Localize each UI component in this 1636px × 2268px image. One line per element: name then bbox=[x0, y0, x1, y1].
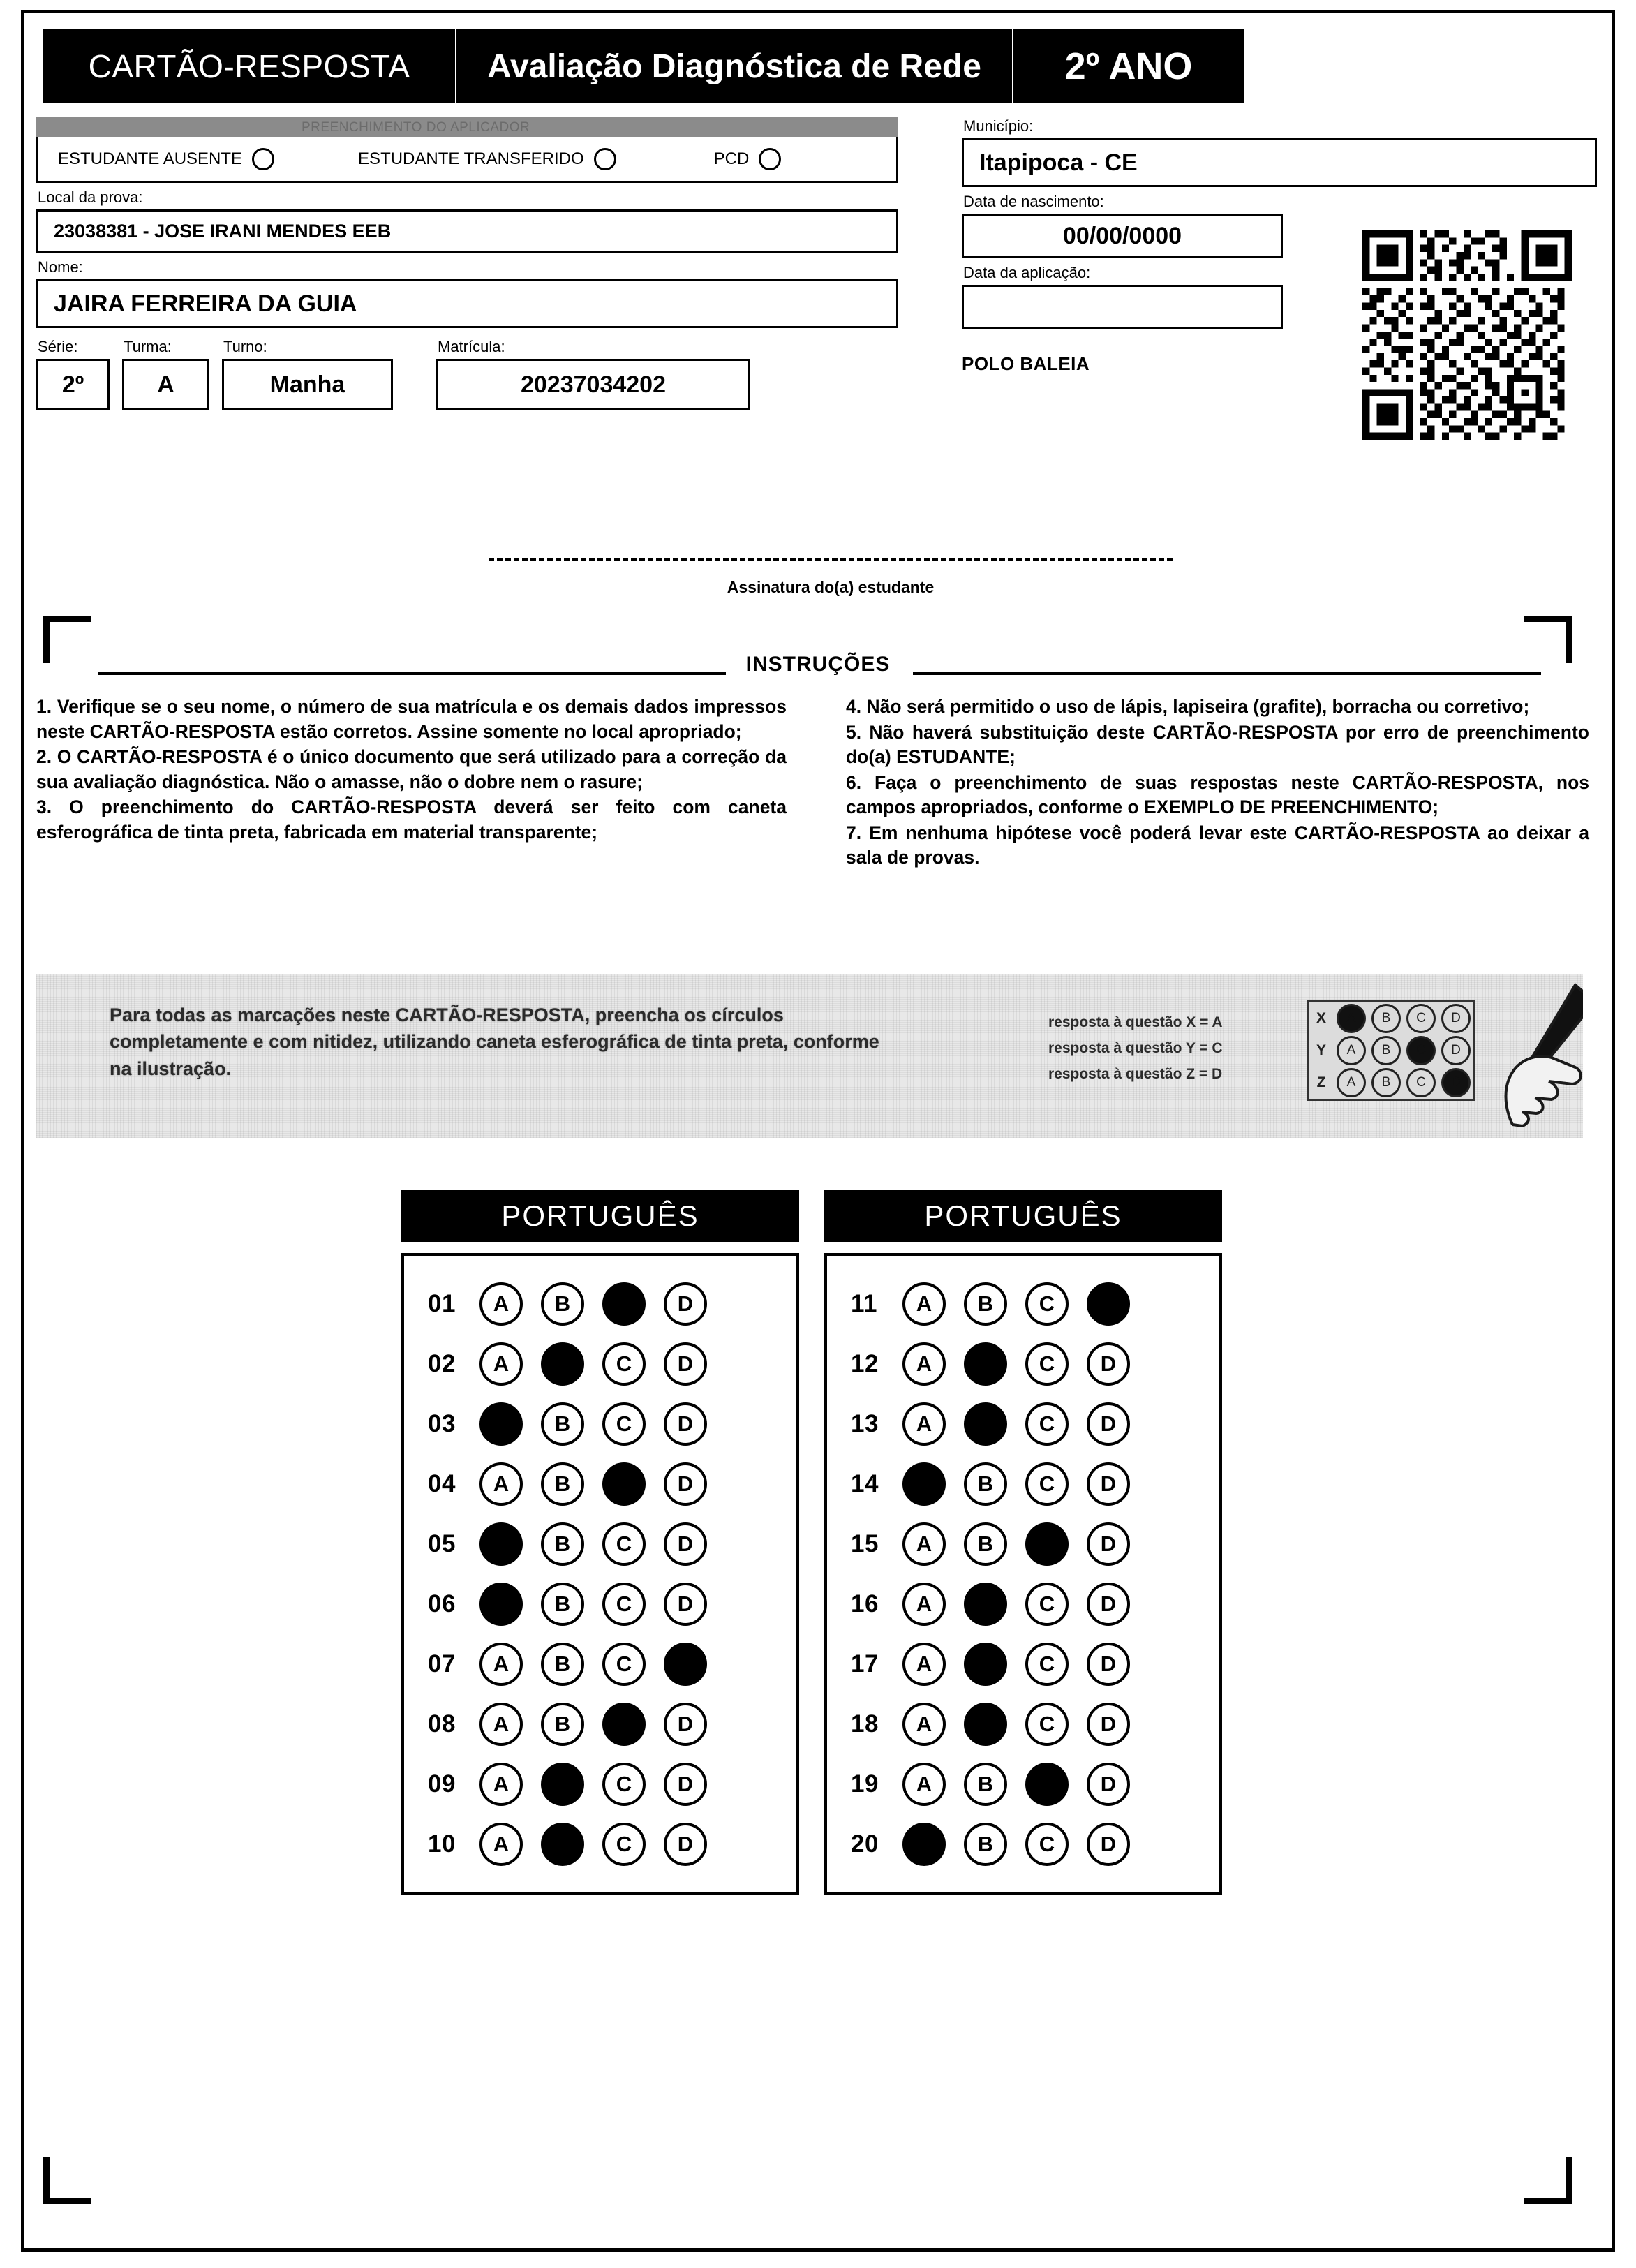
answer-row-number: 03 bbox=[428, 1410, 456, 1437]
answer-bubble-11-D[interactable]: D bbox=[1087, 1282, 1130, 1326]
answer-row bbox=[404, 1394, 796, 1454]
answer-bubble-20-A[interactable]: A bbox=[902, 1823, 946, 1866]
status-ausente[interactable] bbox=[58, 148, 274, 170]
answer-columns bbox=[401, 1190, 1222, 1895]
example-bubble-X-B: B bbox=[1371, 1004, 1401, 1033]
matricula-label: Matrícula: bbox=[438, 338, 505, 355]
answer-bubble-04-C[interactable]: C bbox=[602, 1462, 646, 1506]
answer-bubble-17-B[interactable]: B bbox=[964, 1643, 1007, 1686]
answer-row bbox=[404, 1754, 796, 1814]
header-avaliacao: Avaliação Diagnóstica de Rede bbox=[456, 29, 1012, 103]
student-info-block bbox=[36, 117, 937, 410]
aplicacao-label: Data da aplicação: bbox=[963, 264, 1091, 281]
answer-bubble-03-A[interactable]: A bbox=[479, 1402, 523, 1446]
instruction-item: 1. Verifique se o seu nome, o número de sua matrícula e os demais dados impressos neste CARTÃO-RESPOSTA estão corretos. Assine somente no local apropriado; bbox=[36, 696, 787, 742]
answer-bubble-12-C[interactable]: C bbox=[1025, 1342, 1069, 1386]
applicator-strip-text: PREENCHIMENTO DO APLICADOR bbox=[302, 120, 530, 135]
answer-bubble-16-D[interactable]: D bbox=[1087, 1583, 1130, 1626]
answer-row-number: 04 bbox=[428, 1470, 456, 1497]
answer-row bbox=[404, 1514, 796, 1574]
matricula-field bbox=[436, 332, 750, 410]
answer-bubble-04-A[interactable]: A bbox=[479, 1462, 523, 1506]
status-transferido-label: ESTUDANTE TRANSFERIDO bbox=[358, 149, 584, 168]
polo-value: POLO BALEIA bbox=[962, 353, 1090, 374]
class-info-row bbox=[36, 332, 937, 410]
qr-code-image bbox=[1362, 230, 1572, 440]
answer-bubble-03-C[interactable]: C bbox=[602, 1402, 646, 1446]
answer-bubble-08-B[interactable]: B bbox=[541, 1703, 584, 1746]
answer-bubble-01-A[interactable]: A bbox=[479, 1282, 523, 1326]
answer-bubble-04-B[interactable]: B bbox=[541, 1462, 584, 1506]
answer-row-number: 16 bbox=[851, 1590, 879, 1617]
header bbox=[43, 29, 1244, 103]
instructions-rule-left bbox=[98, 672, 726, 675]
answer-row-number: 14 bbox=[851, 1470, 879, 1497]
answer-row-number: 10 bbox=[428, 1830, 456, 1858]
answer-bubble-13-C[interactable]: C bbox=[1025, 1402, 1069, 1446]
answer-row-number: 02 bbox=[428, 1350, 456, 1377]
turno-value: Manha bbox=[222, 359, 393, 410]
answer-bubble-13-A[interactable]: A bbox=[902, 1402, 946, 1446]
answer-bubble-14-A[interactable]: A bbox=[902, 1462, 946, 1506]
answer-row bbox=[404, 1694, 796, 1754]
answer-row bbox=[404, 1634, 796, 1694]
signature-line bbox=[489, 558, 1173, 561]
example-bubble-Z-C: C bbox=[1406, 1068, 1436, 1097]
answer-row bbox=[827, 1694, 1219, 1754]
registration-mark-bottom-right bbox=[1524, 2157, 1572, 2204]
answer-bubble-11-B[interactable]: B bbox=[964, 1282, 1007, 1326]
answer-bubble-01-B[interactable]: B bbox=[541, 1282, 584, 1326]
answer-row bbox=[827, 1334, 1219, 1394]
answer-bubble-20-C[interactable]: C bbox=[1025, 1823, 1069, 1866]
instructions-column-right bbox=[846, 695, 1589, 871]
answer-bubble-16-C[interactable]: C bbox=[1025, 1583, 1069, 1626]
instructions-rule-right bbox=[913, 672, 1541, 675]
serie-label: Série: bbox=[38, 338, 78, 355]
answer-bubble-18-D[interactable]: D bbox=[1087, 1703, 1130, 1746]
instruction-item: 6. Faça o preenchimento de suas respostas neste CARTÃO-RESPOSTA, nos campos apropriados, conforme o EXEMPLO DE PREENCHIMENTO; bbox=[846, 771, 1589, 817]
example-bubble-Y-B: B bbox=[1371, 1036, 1401, 1065]
instruction-item: 4. Não será permitido o uso de lápis, lapiseira (grafite), borracha ou corretivo; bbox=[846, 696, 1530, 717]
example-bubble-Y-C: C bbox=[1406, 1036, 1436, 1065]
turma-label: Turma: bbox=[124, 338, 172, 355]
answer-row bbox=[827, 1454, 1219, 1514]
answer-bubble-07-A[interactable]: A bbox=[479, 1643, 523, 1686]
registration-mark-bottom-left bbox=[43, 2157, 91, 2204]
answer-bubble-14-B[interactable]: B bbox=[964, 1462, 1007, 1506]
header-ano: 2º ANO bbox=[1013, 29, 1244, 103]
answer-bubble-10-A[interactable]: A bbox=[479, 1823, 523, 1866]
answer-bubble-19-C[interactable]: C bbox=[1025, 1763, 1069, 1806]
answer-bubble-05-D[interactable]: D bbox=[664, 1522, 707, 1566]
applicator-status-box bbox=[36, 137, 898, 183]
serie-value: 2º bbox=[36, 359, 110, 410]
answer-row-number: 12 bbox=[851, 1350, 879, 1377]
answer-bubble-11-C[interactable]: C bbox=[1025, 1282, 1069, 1326]
answer-row-number: 09 bbox=[428, 1770, 456, 1798]
answer-bubble-19-A[interactable]: A bbox=[902, 1763, 946, 1806]
turno-field bbox=[222, 332, 393, 410]
example-grid-row bbox=[1309, 1035, 1473, 1067]
nome-value: JAIRA FERREIRA DA GUIA bbox=[36, 279, 898, 328]
answer-row bbox=[827, 1754, 1219, 1814]
matricula-value: 20237034202 bbox=[436, 359, 750, 410]
answer-bubble-15-B[interactable]: B bbox=[964, 1522, 1007, 1566]
local-value: 23038381 - JOSE IRANI MENDES EEB bbox=[36, 209, 898, 253]
answer-bubble-16-B[interactable]: B bbox=[964, 1583, 1007, 1626]
status-pcd-bubble[interactable] bbox=[759, 148, 781, 170]
answer-bubble-14-C[interactable]: C bbox=[1025, 1462, 1069, 1506]
qr-code bbox=[1362, 230, 1572, 440]
example-bubble-Y-A: A bbox=[1337, 1036, 1366, 1065]
answer-bubble-02-D[interactable]: D bbox=[664, 1342, 707, 1386]
answer-row bbox=[827, 1574, 1219, 1634]
answer-bubble-16-A[interactable]: A bbox=[902, 1583, 946, 1626]
answer-column-1-title: PORTUGUÊS bbox=[401, 1190, 799, 1242]
instructions-title: INSTRUÇÕES bbox=[745, 653, 891, 676]
example-bubble-Z-D: D bbox=[1441, 1068, 1471, 1097]
answer-row-number: 17 bbox=[851, 1650, 879, 1677]
answer-bubble-17-A[interactable]: A bbox=[902, 1643, 946, 1686]
legend-item: resposta à questão X = A bbox=[1048, 1014, 1223, 1030]
answer-row-number: 20 bbox=[851, 1830, 879, 1858]
answer-bubble-09-A[interactable]: A bbox=[479, 1763, 523, 1806]
answer-bubble-12-D[interactable]: D bbox=[1087, 1342, 1130, 1386]
answer-bubble-03-D[interactable]: D bbox=[664, 1402, 707, 1446]
status-transferido-bubble[interactable] bbox=[594, 148, 616, 170]
answer-row bbox=[404, 1574, 796, 1634]
example-grid-row bbox=[1309, 1067, 1473, 1099]
status-ausente-bubble[interactable] bbox=[252, 148, 274, 170]
answer-bubble-19-D[interactable]: D bbox=[1087, 1763, 1130, 1806]
answer-bubble-11-A[interactable]: A bbox=[902, 1282, 946, 1326]
answer-bubble-17-D[interactable]: D bbox=[1087, 1643, 1130, 1686]
answer-bubble-05-A[interactable]: A bbox=[479, 1522, 523, 1566]
answer-bubble-09-D[interactable]: D bbox=[664, 1763, 707, 1806]
answer-bubble-05-C[interactable]: C bbox=[602, 1522, 646, 1566]
legend-item: resposta à questão Z = D bbox=[1048, 1065, 1223, 1082]
answer-bubble-10-D[interactable]: D bbox=[664, 1823, 707, 1866]
exam-info-block bbox=[962, 112, 1339, 375]
signature-label: Assinatura do(a) estudante bbox=[727, 578, 935, 596]
answer-row bbox=[404, 1274, 796, 1334]
answer-bubble-09-C[interactable]: C bbox=[602, 1763, 646, 1806]
answer-column-2-box bbox=[824, 1253, 1222, 1895]
filling-example-text: Para todas as marcações neste CARTÃO-RESPOSTA, preencha os círculos completamente e com nitidez, utilizando caneta esferográfica de tinta preta, conforme na ilustração. bbox=[110, 1005, 879, 1079]
example-bubble-X-D: D bbox=[1441, 1004, 1471, 1033]
filling-example-legend bbox=[1048, 1010, 1223, 1087]
example-grid-row-label: Y bbox=[1316, 1042, 1326, 1058]
answer-bubble-01-C[interactable]: C bbox=[602, 1282, 646, 1326]
instruction-item: 3. O preenchimento do CARTÃO-RESPOSTA deverá ser feito com caneta esferográfica de tinta preta, fabricada em material transparente; bbox=[36, 796, 787, 843]
answer-bubble-02-A[interactable]: A bbox=[479, 1342, 523, 1386]
aplicacao-value bbox=[962, 285, 1283, 329]
serie-field bbox=[36, 332, 110, 410]
turno-label: Turno: bbox=[223, 338, 267, 355]
answer-row-number: 01 bbox=[428, 1290, 456, 1317]
municipio-value: Itapipoca - CE bbox=[962, 138, 1597, 187]
answer-row bbox=[827, 1394, 1219, 1454]
answer-bubble-08-C[interactable]: C bbox=[602, 1703, 646, 1746]
answer-bubble-06-C[interactable]: C bbox=[602, 1583, 646, 1626]
answer-bubble-15-C[interactable]: C bbox=[1025, 1522, 1069, 1566]
instruction-item: 5. Não haverá substituição deste CARTÃO-RESPOSTA por erro de preenchimento do(a) ESTUDANTE; bbox=[846, 721, 1589, 767]
hand-with-pen-icon bbox=[1471, 981, 1583, 1134]
example-bubble-Y-D: D bbox=[1441, 1036, 1471, 1065]
example-grid-row-label: Z bbox=[1316, 1074, 1326, 1090]
answer-row bbox=[827, 1274, 1219, 1334]
answer-row-number: 11 bbox=[851, 1290, 877, 1317]
turma-value: A bbox=[122, 359, 209, 410]
answer-bubble-15-D[interactable]: D bbox=[1087, 1522, 1130, 1566]
answer-bubble-06-A[interactable]: A bbox=[479, 1583, 523, 1626]
answer-bubble-10-B[interactable]: B bbox=[541, 1823, 584, 1866]
status-pcd[interactable] bbox=[714, 148, 782, 170]
answer-bubble-02-B[interactable]: B bbox=[541, 1342, 584, 1386]
municipio-label: Município: bbox=[963, 117, 1034, 135]
filling-example-block bbox=[36, 974, 1583, 1138]
answer-bubble-20-B[interactable]: B bbox=[964, 1823, 1007, 1866]
header-cartao-resposta: CARTÃO-RESPOSTA bbox=[43, 29, 455, 103]
instructions-column-left bbox=[36, 695, 787, 845]
answer-bubble-07-D[interactable]: D bbox=[664, 1643, 707, 1686]
answer-bubble-17-C[interactable]: C bbox=[1025, 1643, 1069, 1686]
instruction-item: 2. O CARTÃO-RESPOSTA é o único documento que será utilizado para a correção da sua avaliação diagnóstica. Não o amasse, não o dobre nem o rasure; bbox=[36, 746, 787, 792]
example-bubble-Z-B: B bbox=[1371, 1068, 1401, 1097]
answer-bubble-12-A[interactable]: A bbox=[902, 1342, 946, 1386]
example-grid-row-label: X bbox=[1316, 1010, 1326, 1026]
applicator-strip bbox=[36, 117, 898, 137]
answer-column-1 bbox=[401, 1190, 799, 1895]
answer-bubble-12-B[interactable]: B bbox=[964, 1342, 1007, 1386]
answer-row-number: 15 bbox=[851, 1530, 879, 1557]
answer-bubble-18-B[interactable]: B bbox=[964, 1703, 1007, 1746]
answer-column-2 bbox=[824, 1190, 1222, 1895]
answer-bubble-07-C[interactable]: C bbox=[602, 1643, 646, 1686]
example-bubble-Z-A: A bbox=[1337, 1068, 1366, 1097]
status-pcd-label: PCD bbox=[713, 149, 750, 168]
answer-bubble-18-A[interactable]: A bbox=[902, 1703, 946, 1746]
answer-row bbox=[404, 1814, 796, 1874]
answer-bubble-04-D[interactable]: D bbox=[664, 1462, 707, 1506]
example-bubble-X-C: C bbox=[1406, 1004, 1436, 1033]
answer-row bbox=[827, 1514, 1219, 1574]
answer-row-number: 19 bbox=[851, 1770, 879, 1798]
answer-bubble-07-B[interactable]: B bbox=[541, 1643, 584, 1686]
answer-row bbox=[404, 1454, 796, 1514]
nascimento-value: 00/00/0000 bbox=[962, 214, 1283, 258]
answer-row bbox=[827, 1814, 1219, 1874]
answer-bubble-20-D[interactable]: D bbox=[1087, 1823, 1130, 1866]
answer-row-number: 13 bbox=[851, 1410, 879, 1437]
answer-bubble-10-C[interactable]: C bbox=[602, 1823, 646, 1866]
answer-bubble-15-A[interactable]: A bbox=[902, 1522, 946, 1566]
example-bubble-X-A: A bbox=[1337, 1004, 1366, 1033]
answer-column-1-box bbox=[401, 1253, 799, 1895]
answer-bubble-02-C[interactable]: C bbox=[602, 1342, 646, 1386]
answer-row-number: 08 bbox=[428, 1710, 456, 1737]
turma-field bbox=[122, 332, 209, 410]
answer-bubble-06-B[interactable]: B bbox=[541, 1583, 584, 1626]
answer-bubble-05-B[interactable]: B bbox=[541, 1522, 584, 1566]
status-ausente-label: ESTUDANTE AUSENTE bbox=[58, 149, 243, 168]
answer-row-number: 05 bbox=[428, 1530, 456, 1557]
answer-bubble-06-D[interactable]: D bbox=[664, 1583, 707, 1626]
local-label: Local da prova: bbox=[38, 188, 143, 206]
answer-bubble-18-C[interactable]: C bbox=[1025, 1703, 1069, 1746]
answer-bubble-19-B[interactable]: B bbox=[964, 1763, 1007, 1806]
legend-item: resposta à questão Y = C bbox=[1048, 1039, 1223, 1056]
nascimento-label: Data de nascimento: bbox=[963, 193, 1104, 210]
answer-bubble-08-A[interactable]: A bbox=[479, 1703, 523, 1746]
answer-bubble-09-B[interactable]: B bbox=[541, 1763, 584, 1806]
example-grid-row bbox=[1309, 1002, 1473, 1035]
answer-column-2-title: PORTUGUÊS bbox=[824, 1190, 1222, 1242]
answer-bubble-01-D[interactable]: D bbox=[664, 1282, 707, 1326]
answer-bubble-13-B[interactable]: B bbox=[964, 1402, 1007, 1446]
answer-bubble-08-D[interactable]: D bbox=[664, 1703, 707, 1746]
status-transferido[interactable] bbox=[358, 148, 616, 170]
answer-row-number: 06 bbox=[428, 1590, 456, 1617]
filling-example-grid bbox=[1307, 1000, 1475, 1101]
answer-row bbox=[404, 1334, 796, 1394]
answer-row-number: 18 bbox=[851, 1710, 879, 1737]
instruction-item: 7. Em nenhuma hipótese você poderá levar este CARTÃO-RESPOSTA ao deixar a sala de provas. bbox=[846, 822, 1589, 868]
answer-bubble-14-D[interactable]: D bbox=[1087, 1462, 1130, 1506]
nome-label: Nome: bbox=[38, 258, 83, 276]
answer-row bbox=[827, 1634, 1219, 1694]
answer-row-number: 07 bbox=[428, 1650, 456, 1677]
answer-bubble-03-B[interactable]: B bbox=[541, 1402, 584, 1446]
answer-bubble-13-D[interactable]: D bbox=[1087, 1402, 1130, 1446]
